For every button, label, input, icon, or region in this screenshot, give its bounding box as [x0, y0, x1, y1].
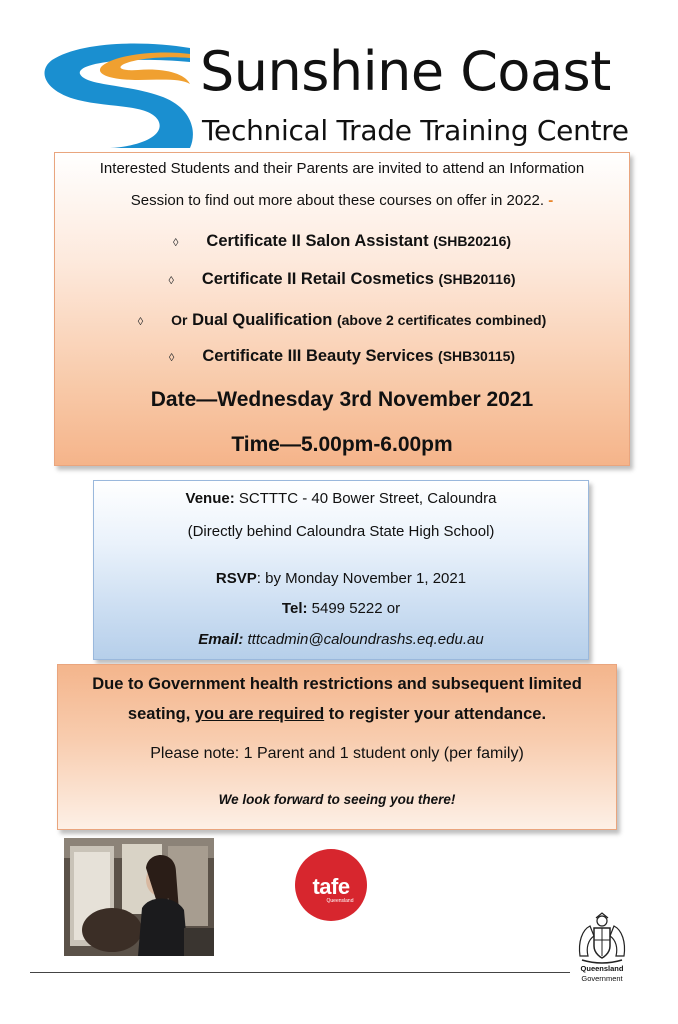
email-line — [94, 631, 588, 648]
tafe-logo — [294, 848, 368, 922]
course-item — [55, 232, 629, 251]
tafe-logo-text: tafe — [312, 874, 350, 899]
qld-gov-line-2: Government — [581, 974, 623, 983]
venue-directions: (Directly behind Caloundra State High School) — [187, 523, 495, 540]
tel-number: 5499 5222 or — [311, 600, 401, 617]
rsvp-label: RSVP — [215, 570, 257, 587]
venue-line — [94, 490, 588, 507]
page-subtitle: Technical Trade Training Centre — [202, 114, 629, 147]
course-item — [55, 347, 629, 366]
rsvp-line — [94, 570, 588, 587]
diamond-bullet-icon: ◊ — [168, 275, 174, 287]
email-address[interactable]: tttcadmin@caloundrashs.eq.edu.au — [247, 631, 484, 648]
notice-line-2-pre: seating, — [127, 705, 191, 723]
course-code: (above 2 certificates combined) — [336, 312, 547, 328]
course-code: (SHB20116) — [438, 271, 516, 287]
s-road-logo-icon — [40, 40, 200, 150]
intro-line-1: Interested Students and their Parents are invited to attend an Information — [99, 160, 585, 177]
notice-box — [57, 664, 617, 830]
page-title: Sunshine Coast — [200, 40, 611, 103]
queensland-coat-of-arms-icon — [572, 912, 632, 964]
intro-line-2 — [55, 192, 629, 209]
course-code: (SHB30115) — [438, 348, 516, 364]
rsvp-text: : by Monday November 1, 2021 — [256, 570, 467, 587]
course-item — [55, 311, 629, 330]
closing-text: We look forward to seeing you there! — [218, 792, 456, 807]
course-item — [55, 270, 629, 289]
event-time: Time—5.00pm-6.00pm — [231, 433, 453, 456]
intro-dash: - — [548, 192, 554, 209]
course-info-box — [54, 152, 630, 466]
notice-line-2 — [58, 705, 616, 724]
venue-box — [93, 480, 589, 660]
course-name: Certificate III Beauty Services — [202, 347, 434, 365]
tafe-logo-subtext: Queensland — [326, 898, 354, 904]
venue-address: SCTTTC - 40 Bower Street, Caloundra — [238, 490, 497, 507]
tel-line — [94, 600, 588, 617]
diamond-bullet-icon: ◊ — [168, 352, 175, 364]
course-code: (SHB20216) — [433, 233, 512, 249]
diamond-bullet-icon: ◊ — [137, 316, 144, 328]
qld-gov-line-1: Queensland — [580, 964, 624, 973]
course-name: Certificate II Retail Cosmetics — [201, 270, 434, 288]
diamond-bullet-icon: ◊ — [172, 237, 179, 249]
salon-photo-icon — [64, 838, 214, 956]
footer-divider — [30, 972, 570, 973]
notice-note: Please note: 1 Parent and 1 student only (per family) — [150, 745, 524, 762]
course-prefix: Or — [171, 312, 188, 328]
notice-required: you are required — [194, 705, 325, 723]
venue-label: Venue: — [185, 490, 235, 507]
event-date: Date—Wednesday 3rd November 2021 — [150, 388, 534, 411]
notice-line-1: Due to Government health restrictions and subsequent limited — [92, 675, 582, 693]
queensland-government-logo — [572, 912, 632, 988]
notice-line-2-post: to register your attendance. — [328, 705, 547, 723]
course-name: Certificate II Salon Assistant — [206, 232, 429, 250]
email-label: Email: — [198, 631, 244, 648]
tel-label: Tel: — [281, 600, 308, 617]
intro-line-2-text: Session to find out more about these courses on offer in 2022. — [130, 192, 545, 209]
course-name: Dual Qualification — [192, 311, 333, 329]
